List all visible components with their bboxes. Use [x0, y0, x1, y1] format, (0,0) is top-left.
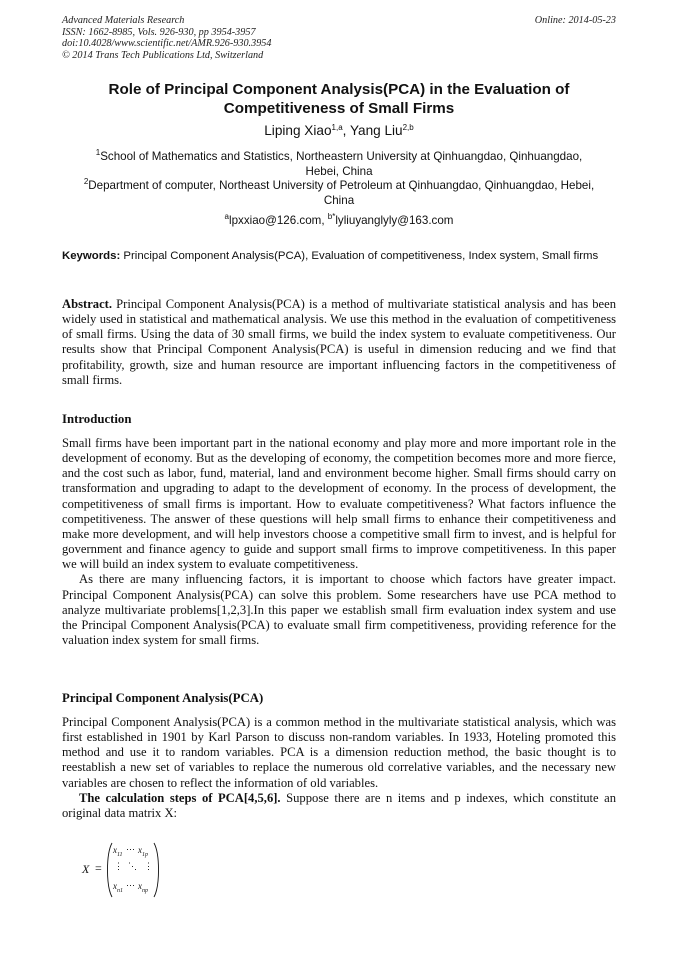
- affiliation-2: [62, 178, 616, 208]
- author-2-affil-mark: 2,b: [402, 123, 414, 132]
- paper-title: [40, 81, 638, 118]
- pca-paragraph-1: Principal Component Analysis(PCA) is a common method in the multivariate statistical analysis, which was first established in 1901 by Karl Parson to discuss non-random variables. In 1933, Hoteling promoted this method and use it to random variables. PCA is a dimension reduction method, the basic thought is to reestablish a new set of variables to replace the numerous old correlative variables, and the necessary new variables are chosen to reflect the information of old variables.: [62, 715, 616, 790]
- email-a: lpxxiao@126.com,: [229, 214, 328, 227]
- author-1-affil-mark: 1,a: [331, 123, 343, 132]
- affiliation-2-line-1: $^2$Department of computer, Northeast University of Petroleum at Qinhuangdao, Qinhuangdao, Hebei,: [83, 177, 595, 192]
- author-1-name: Liping Xiao: [264, 123, 332, 138]
- introduction-body: [62, 436, 616, 648]
- abstract-label: Abstract.: [62, 297, 113, 311]
- keywords-label: Keywords:: [62, 250, 121, 262]
- pca-heading: Principal Component Analysis(PCA): [62, 691, 264, 705]
- introduction-heading: Introduction: [62, 412, 132, 426]
- affiliation-2-mark: 2: [83, 177, 89, 186]
- title-line-2: Competitiveness of Small Firms: [223, 99, 455, 117]
- matrix-ddots: ⋱: [128, 861, 137, 871]
- journal-header: [62, 15, 616, 61]
- title-line-1: Role of Principal Component Analysis(PCA) in the Evaluation of: [108, 81, 570, 98]
- doi-line: doi:10.4028/www.scientific.net/AMR.926-930.3954: [62, 38, 272, 50]
- abstract: [62, 297, 616, 388]
- matrix-cell-xnp: $x_{np}$: [138, 881, 148, 894]
- issn-line: ISSN: 1662-8985, Vols. 926-930, pp 3954-3957: [62, 26, 256, 38]
- pca-paragraph-2: [62, 791, 616, 821]
- calculation-steps-label: The calculation steps of PCA[4,5,6].: [79, 790, 281, 805]
- right-paren: [152, 842, 162, 898]
- copyright-line: © 2014 Trans Tech Publications Ltd, Switzerland: [62, 49, 264, 61]
- matrix-cell-x11: $x_{11}$: [113, 845, 123, 858]
- journal-name: Advanced Materials Research: [62, 15, 185, 26]
- affiliation-2-line-2: China: [323, 194, 355, 207]
- calculation-steps-text: Suppose there are n items and p indexes, which constitute an original data matrix X:: [62, 790, 617, 820]
- email-b: lyliuyanglyly@163.com: [335, 214, 454, 227]
- pca-body: [62, 715, 616, 821]
- matrix-cell-xn1: $x_{n1}$: [113, 881, 123, 894]
- email-b-mark: b*: [327, 212, 336, 221]
- online-date: Online: 2014-05-23: [534, 15, 616, 26]
- matrix-row3-hdots: ⋯: [126, 880, 135, 890]
- matrix-cell-x1p: $x_{1p}$: [138, 845, 148, 858]
- affiliation-1-line-2: Hebei, China: [305, 165, 373, 178]
- affiliation-1: [62, 149, 616, 179]
- email-a-mark: a: [224, 212, 229, 221]
- matrix-symbol: X: [82, 862, 90, 876]
- matrix-row1-hdots: ⋯: [126, 844, 135, 854]
- data-matrix-equation: [82, 842, 172, 898]
- introduction-paragraph-2: As there are many influencing factors, it is important to choose which factors have greater impact. Principal Component Analysis(PCA) can solve this problem. Some researchers have use PCA method to analyze multivariate problems[1,2,3].In this paper we establish small firm evaluation index system and use the Principal Component Analysis(PCA) to evaluate small firm competitiveness, providing reference for the valuation index system for small firms.: [62, 572, 616, 648]
- matrix-vdots-right: ⋮: [144, 861, 153, 871]
- equals-sign: =: [95, 861, 102, 875]
- affiliation-1-line-1: $^1$School of Mathematics and Statistics, Northeastern University at Qinhuangdao, Qinhuangdao,: [95, 148, 583, 163]
- author-separator: ,: [342, 123, 350, 138]
- affiliation-1-mark: 1: [95, 148, 101, 157]
- author-2-name: Yang Liu: [349, 123, 403, 138]
- author-emails: [62, 213, 616, 228]
- keywords: [62, 249, 616, 264]
- matrix-vdots-left: ⋮: [114, 861, 123, 871]
- keywords-text: Principal Component Analysis(PCA), Evaluation of competitiveness, Index system, Small firms: [120, 250, 599, 262]
- author-list: [40, 123, 638, 139]
- introduction-paragraph-1: Small firms have been important part in the national economy and play more and more important role in the development of economy. But as the developing of economy, the competition becomes more and more fierce, and the cost such as labor, fund, material, land and environment become higher. Small firms should carry on transformation and upgrading to adapt to the development of economy. In the process of development, the competitiveness of small firms is important. How to evaluate competitiveness? What factors influence the competitiveness. The answer of these questions will help small firms to enhance their competitiveness and make more development, and will help investors choose a competitive small firm to invest, and is helpful for government and finance agency to guide and support small firms to improve competitiveness. In this paper we will build an index system to evaluate competitiveness.: [62, 436, 616, 572]
- abstract-text: Principal Component Analysis(PCA) is a method of multivariate statistical analysis and has been widely used in statistical and mathematical analysis. We use this method in the evaluation of competitiveness of small firms. Using the data of 30 small firms, we build the index system to evaluate competitiveness. Our results show that Principal Component Analysis(PCA) is useful in dimension reducing and we find that profitability, growth, size and human resource are important influencing factors in the competitiveness of small firms.: [62, 297, 616, 387]
